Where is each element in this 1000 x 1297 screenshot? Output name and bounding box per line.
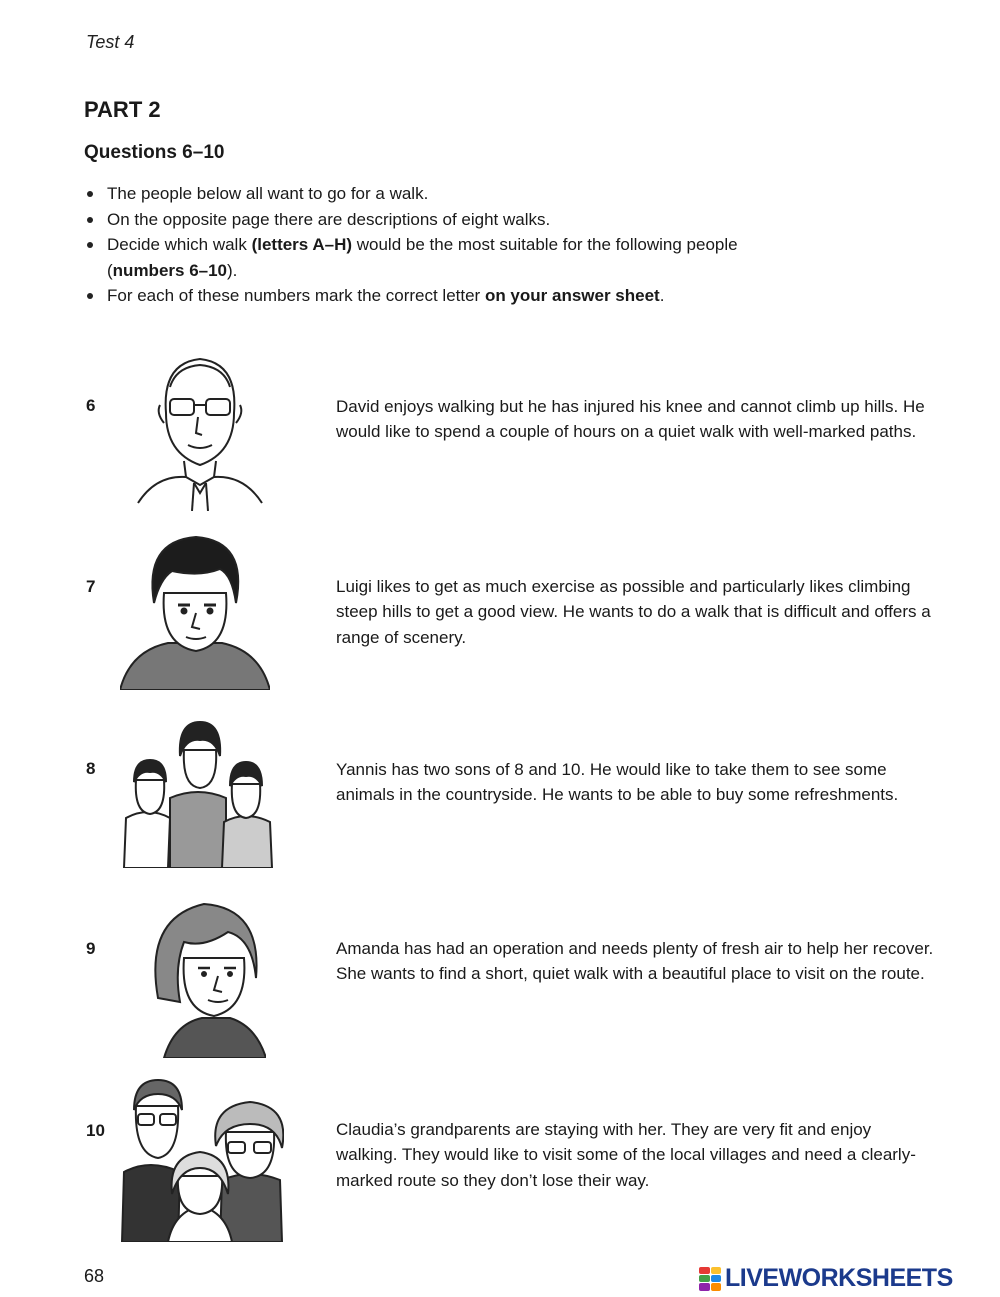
instruction-text: .	[659, 286, 665, 305]
watermark-rest: WORKSHEETS	[778, 1264, 953, 1292]
instruction-bold: (letters A–H)	[251, 235, 353, 254]
question-number: 8	[86, 759, 96, 778]
person-description: Claudia’s grandparents are staying with her. They are very fit and enjoy walking. They would like to visit some of the local villages and need a clearly-marked route so they don’t lose their way.	[336, 1120, 916, 1190]
part-title: PART 2	[84, 97, 161, 122]
person-description: Luigi likes to get as much exercise as possible and particularly likes climbing steep hills to get a good view. He wants to do a walk that is difficult and offers a range of scenery.	[336, 577, 931, 647]
person-entry-6	[0, 353, 1000, 513]
elderly-man-glasses-portrait	[136, 353, 264, 511]
instruction-text: ).	[227, 260, 238, 280]
liveworksheets-logo-icon	[699, 1267, 721, 1291]
person-description: Yannis has two sons of 8 and 10. He would like to take them to see some animals in the countryside. He wants to be able to buy some refreshments.	[336, 760, 899, 805]
grandparents-and-girl-portrait	[120, 1076, 284, 1242]
person-description: David enjoys walking but he has injured his knee and cannot climb up hills. He would like to spend a couple of hours on a quiet walk with well-marked paths.	[336, 397, 925, 442]
instruction-bold: on your answer sheet	[484, 286, 660, 305]
instruction-text: would be the most suitable for the following people (	[107, 235, 738, 280]
instruction-item	[84, 232, 804, 283]
instructions-list	[84, 181, 804, 309]
question-number: 6	[86, 396, 96, 415]
watermark-live: LIVE	[725, 1264, 779, 1292]
test-label: Test 4	[86, 32, 135, 52]
person-entry-9	[0, 898, 1000, 1060]
woman-portrait	[144, 898, 266, 1058]
young-man-portrait	[120, 533, 270, 690]
person-entry-7	[0, 533, 1000, 691]
person-entry-8	[0, 720, 1000, 870]
person-description: Amanda has had an operation and needs plenty of fresh air to help her recover. She wants to find a short, quiet walk with a beautiful place to visit on the route.	[336, 939, 934, 984]
instruction-item	[84, 283, 804, 309]
questions-heading: Questions 6–10	[84, 142, 225, 163]
instruction-bold: numbers 6–10	[112, 260, 228, 280]
question-number: 9	[86, 939, 96, 958]
watermark-text	[725, 1264, 953, 1293]
instruction-item	[84, 181, 804, 207]
instruction-item	[84, 207, 804, 233]
instruction-text: The people below all want to go for a walk.	[107, 184, 429, 203]
instruction-text: For each of these numbers mark the correct letter	[107, 286, 485, 305]
page-number: 68	[84, 1266, 105, 1286]
instruction-text: Decide which walk	[107, 235, 252, 254]
instruction-text: On the opposite page there are descriptions of eight walks.	[107, 209, 551, 229]
person-entry-10	[0, 1076, 1000, 1244]
liveworksheets-watermark	[699, 1264, 953, 1293]
father-and-two-sons-portrait	[118, 720, 276, 868]
question-number: 7	[86, 577, 96, 596]
question-number: 10	[86, 1121, 105, 1140]
